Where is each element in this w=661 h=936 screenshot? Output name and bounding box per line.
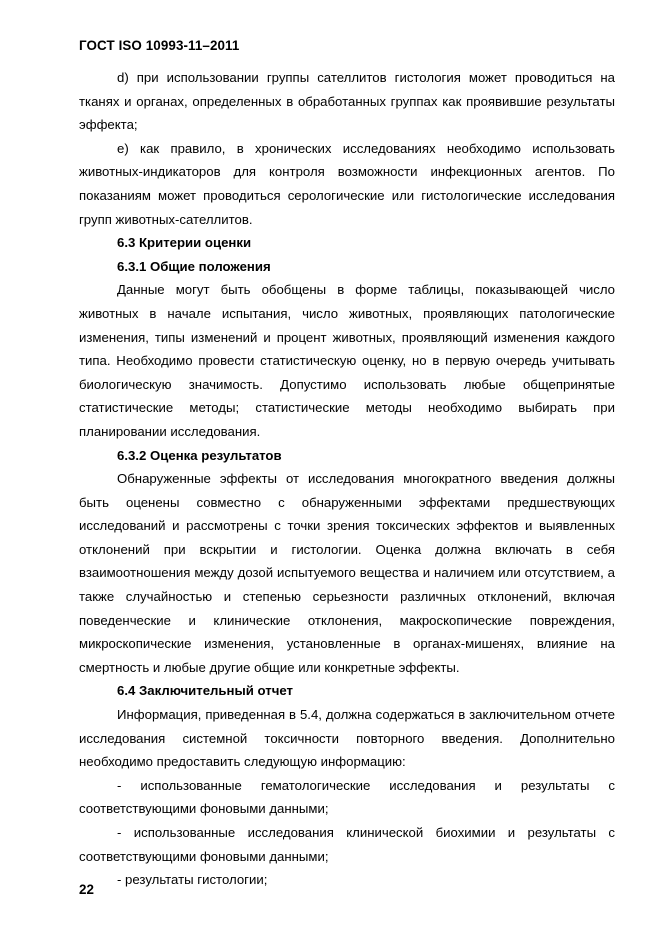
paragraph-6-3-1: Данные могут быть обобщены в форме таблицы, показывающей число животных в начале испытания, число животных, проявляющих патологические изменения, типы изменений и процент животных, проявляющий изменения каждого типа. Необходимо провести статистическую оценку, но в первую очередь учитывать биологическую значимость. Допустимо использовать любые общепринятые статистические методы; статистические методы необходимо выбирать при планировании исследования. bbox=[79, 282, 615, 439]
list-item-histology: - результаты гистологии; bbox=[117, 872, 268, 888]
paragraph-6-3-2: Обнаруженные эффекты от исследования многократного введения должны быть оценены совместно с обнаруженными эффектами предшествующих исследований и рассмотрены с точки зрения токсических эффектов и выявленных отклонений при вскрытии и гистологии. Оценка должна включать в себя взаимоотношения между дозой испытуемого вещества и наличием или отсутствием, а также случайностью и степенью серьезности различных отклонений, включая поведенческие и клинические отклонения, макроскопические повреждения, микроскопические изменения, установленные в органах-мишенях, влияние на смертность и любые другие общие или конкретные эффекты. bbox=[79, 471, 615, 675]
paragraph-item-d: d) при использовании группы сателлитов гистология может проводиться на тканях и органах, определенных в обработанных группах как проявившие результаты эффекта; bbox=[79, 70, 615, 133]
list-item-hematology: - использованные гематологические исследования и результаты с соответствующими фоновыми данными; bbox=[79, 777, 615, 817]
paragraph-item-e: e) как правило, в хронических исследованиях необходимо использовать животных-индикаторов для контроля возможности инфекционных агентов. По показаниям может проводиться серологические или гистологические исследования групп животных-сателлитов. bbox=[79, 140, 615, 227]
paragraph-6-4: Информация, приведенная в 5.4, должна содержаться в заключительном отчете исследования системной токсичности повторного введения. Дополнительно необходимо предоставить следующую информацию: bbox=[79, 707, 615, 770]
document-code-header: ГОСТ ISO 10993-11–2011 bbox=[79, 38, 240, 53]
section-heading-6-3: 6.3 Критерии оценки bbox=[117, 235, 252, 251]
section-heading-6-3-1: 6.3.1 Общие положения bbox=[117, 258, 271, 274]
document-body bbox=[79, 66, 615, 892]
list-item-biochemistry: - использованные исследования клинической биохимии и результаты с соответствующими фоновыми данными; bbox=[79, 825, 615, 864]
section-heading-6-4: 6.4 Заключительный отчет bbox=[117, 683, 293, 699]
page-number: 22 bbox=[79, 882, 94, 897]
section-heading-6-3-2: 6.3.2 Оценка результатов bbox=[117, 447, 282, 463]
